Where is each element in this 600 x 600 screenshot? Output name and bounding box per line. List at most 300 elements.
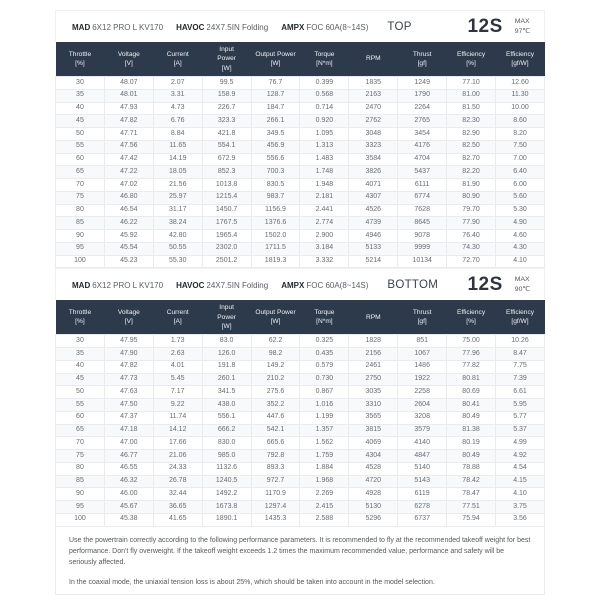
table-cell: 4071 [349, 179, 398, 192]
table-cell: 41.65 [153, 513, 202, 526]
table-cell: 4720 [349, 475, 398, 488]
table-header-top [56, 42, 545, 77]
table-row [56, 153, 545, 166]
table-cell: 2.900 [300, 230, 349, 243]
table-cell: 47.22 [104, 166, 153, 179]
table-cell: 983.7 [251, 191, 300, 204]
table-cell: 2501.2 [202, 255, 251, 268]
table-cell: 1.562 [300, 437, 349, 450]
table-cell: 81.00 [447, 89, 496, 102]
column-header: RPM [349, 300, 398, 335]
table-cell: 2163 [349, 89, 398, 102]
table-cell: 852.3 [202, 166, 251, 179]
table-cell: 1249 [398, 77, 447, 90]
esc-model: FOC 60A(8~14S) [306, 22, 369, 32]
table-cell: 4.01 [153, 360, 202, 373]
motor-brand: MAD [72, 22, 91, 32]
table-cell: 2.181 [300, 191, 349, 204]
table-cell: 438.0 [202, 399, 251, 412]
table-cell: 95 [56, 501, 105, 514]
table-cell: 55.30 [153, 255, 202, 268]
table-cell: 7.50 [496, 140, 545, 153]
table-cell: 4847 [398, 450, 447, 463]
table-cell: 50.55 [153, 242, 202, 255]
table-cell: 48.07 [104, 77, 153, 90]
table-cell: 75 [56, 450, 105, 463]
table-row [56, 89, 545, 102]
table-cell: 0.435 [300, 348, 349, 361]
table-cell: 8.47 [496, 348, 545, 361]
table-cell: 4528 [349, 462, 398, 475]
column-header: Output Power [W] [251, 300, 300, 335]
table-row [56, 437, 545, 450]
table-cell: 1132.6 [202, 462, 251, 475]
table-cell: 10.00 [496, 102, 545, 115]
table-cell: 1890.1 [202, 513, 251, 526]
table-cell: 46.00 [104, 488, 153, 501]
table-cell: 5143 [398, 475, 447, 488]
table-cell: 226.7 [202, 102, 251, 115]
table-cell: 4.60 [496, 230, 545, 243]
table-cell: 77.82 [447, 360, 496, 373]
table-cell: 1922 [398, 373, 447, 386]
table-cell: 78.47 [447, 488, 496, 501]
column-header: RPM [349, 42, 398, 77]
table-row [56, 513, 545, 526]
table-cell: 3815 [349, 424, 398, 437]
table-cell: 74.30 [447, 242, 496, 255]
table-row [56, 140, 545, 153]
table-cell: 46.32 [104, 475, 153, 488]
table-cell: 83.0 [202, 335, 251, 348]
table-cell: 72.70 [447, 255, 496, 268]
table-cell: 5296 [349, 513, 398, 526]
table-cell: 4.10 [496, 255, 545, 268]
table-cell: 554.1 [202, 140, 251, 153]
table-cell: 1.357 [300, 424, 349, 437]
table-cell: 128.7 [251, 89, 300, 102]
table-cell: 3454 [398, 128, 447, 141]
table-cell: 1.73 [153, 335, 202, 348]
table-cell: 2750 [349, 373, 398, 386]
table-cell: 3310 [349, 399, 398, 412]
table-cell: 7.39 [496, 373, 545, 386]
table-cell: 4946 [349, 230, 398, 243]
component-list [72, 279, 438, 291]
table-cell: 4140 [398, 437, 447, 450]
table-cell: 792.8 [251, 450, 300, 463]
table-cell: 323.3 [202, 115, 251, 128]
table-cell: 2258 [398, 386, 447, 399]
table-cell: 1819.3 [251, 255, 300, 268]
table-cell: 275.6 [251, 386, 300, 399]
column-header: Voltage [V] [104, 42, 153, 77]
table-cell: 260.1 [202, 373, 251, 386]
table-row [56, 102, 545, 115]
table-cell: 4.30 [496, 242, 545, 255]
table-cell: 30 [56, 335, 105, 348]
table-cell: 82.90 [447, 128, 496, 141]
top-table-title-bar [55, 10, 545, 42]
table-row [56, 475, 545, 488]
table-cell: 2156 [349, 348, 398, 361]
table-cell: 0.568 [300, 89, 349, 102]
table-cell: 77.51 [447, 501, 496, 514]
table-cell: 1.968 [300, 475, 349, 488]
table-cell: 75.94 [447, 513, 496, 526]
table-row [56, 488, 545, 501]
table-cell: 6737 [398, 513, 447, 526]
table-cell: 47.82 [104, 115, 153, 128]
table-cell: 82.30 [447, 115, 496, 128]
table-cell: 421.8 [202, 128, 251, 141]
table-cell: 4.15 [496, 475, 545, 488]
powertrain-spec-sheet [55, 10, 545, 595]
note-takeoff-weight: Use the powertrain correctly according to the following performance parameters. It is recommended to fly at the recommended takeoff weight for best performance. Don't fly overweight. If the takeoff weight exceeds 1.2 times the maximum recommended value, performance and safety will be seriously affected. [69, 536, 531, 566]
spec-sheet-page [55, 0, 545, 595]
table-cell: 1767.5 [202, 217, 251, 230]
position-label-bottom: BOTTOM [387, 278, 439, 291]
table-cell: 556.6 [251, 153, 300, 166]
table-cell: 77.90 [447, 217, 496, 230]
table-row [56, 360, 545, 373]
table-cell: 81.90 [447, 179, 496, 192]
note-coaxial-loss: In the coaxial mode, the uniaxial tension loss is about 25%, which should be taken into account in the model selection. [69, 579, 435, 587]
table-row [56, 462, 545, 475]
table-row [56, 128, 545, 141]
table-body-bottom [56, 335, 545, 526]
table-cell: 5.30 [496, 204, 545, 217]
table-cell: 7.17 [153, 386, 202, 399]
table-cell: 50 [56, 386, 105, 399]
propeller-name [176, 23, 268, 32]
table-cell: 1790 [398, 89, 447, 102]
table-cell: 1.948 [300, 179, 349, 192]
table-cell: 1170.9 [251, 488, 300, 501]
table-cell: 30 [56, 77, 105, 90]
table-cell: 1.016 [300, 399, 349, 412]
table-cell: 3035 [349, 386, 398, 399]
motor-name [72, 281, 163, 290]
table-row [56, 191, 545, 204]
table-cell: 60 [56, 411, 105, 424]
title-right-group [467, 16, 530, 38]
table-cell: 893.3 [251, 462, 300, 475]
table-cell: 985.0 [202, 450, 251, 463]
esc-model: FOC 60A(8~14S) [306, 280, 369, 290]
table-cell: 1376.6 [251, 217, 300, 230]
table-cell: 1.884 [300, 462, 349, 475]
table-cell: 6774 [398, 191, 447, 204]
table-cell: 0.714 [300, 102, 349, 115]
table-cell: 6.00 [496, 179, 545, 192]
max-label: MAX [514, 275, 530, 283]
motor-name [72, 23, 163, 32]
table-cell: 5130 [349, 501, 398, 514]
table-cell: 4.90 [496, 217, 545, 230]
table-cell: 4739 [349, 217, 398, 230]
table-cell: 2.415 [300, 501, 349, 514]
table-cell: 266.1 [251, 115, 300, 128]
table-cell: 85 [56, 217, 105, 230]
table-cell: 6119 [398, 488, 447, 501]
table-cell: 851 [398, 335, 447, 348]
table-cell: 4.92 [496, 450, 545, 463]
table-cell: 8.84 [153, 128, 202, 141]
table-cell: 2765 [398, 115, 447, 128]
table-cell: 7.75 [496, 360, 545, 373]
motor-model: 6X12 PRO L KV170 [92, 280, 164, 290]
table-cell: 1297.4 [251, 501, 300, 514]
table-cell: 11.74 [153, 411, 202, 424]
table-cell: 5133 [349, 242, 398, 255]
table-cell: 47.82 [104, 360, 153, 373]
table-cell: 8.60 [496, 115, 545, 128]
table-cell: 830.0 [202, 437, 251, 450]
column-header: Efficiency [gf/W] [496, 300, 545, 335]
table-cell: 4176 [398, 140, 447, 153]
esc-name [281, 281, 368, 290]
table-cell: 1965.4 [202, 230, 251, 243]
table-cell: 3.56 [496, 513, 545, 526]
table-cell: 2.774 [300, 217, 349, 230]
column-header: Thrust [gf] [398, 42, 447, 77]
column-header: Voltage [V] [104, 300, 153, 335]
table-cell: 100 [56, 255, 105, 268]
usage-notes [55, 527, 545, 596]
header-row [56, 42, 545, 77]
table-cell: 77.10 [447, 77, 496, 90]
table-cell: 26.78 [153, 475, 202, 488]
table-cell: 47.37 [104, 411, 153, 424]
table-cell: 9999 [398, 242, 447, 255]
table-cell: 21.56 [153, 179, 202, 192]
table-cell: 542.1 [251, 424, 300, 437]
table-cell: 45.54 [104, 242, 153, 255]
table-cell: 6111 [398, 179, 447, 192]
battery-config: 12S [467, 15, 503, 37]
table-cell: 65 [56, 424, 105, 437]
table-cell: 4526 [349, 204, 398, 217]
table-cell: 8645 [398, 217, 447, 230]
column-header: Input Power [W] [202, 300, 251, 335]
table-cell: 76.40 [447, 230, 496, 243]
table-cell: 4304 [349, 450, 398, 463]
table-row [56, 501, 545, 514]
table-cell: 672.9 [202, 153, 251, 166]
table-row [56, 373, 545, 386]
table-cell: 1673.8 [202, 501, 251, 514]
table-cell: 14.12 [153, 424, 202, 437]
propeller-brand: HAVOC [176, 280, 205, 290]
esc-brand: AMPX [281, 280, 305, 290]
table-cell: 4069 [349, 437, 398, 450]
table-cell: 4.99 [496, 437, 545, 450]
max-temp-block [515, 275, 530, 295]
table-cell: 3826 [349, 166, 398, 179]
table-cell: 12.60 [496, 77, 545, 90]
table-cell: 447.6 [251, 411, 300, 424]
table-cell: 2.63 [153, 348, 202, 361]
table-cell: 47.02 [104, 179, 153, 192]
table-cell: 80.19 [447, 437, 496, 450]
column-header: Efficiency [%] [447, 300, 496, 335]
bottom-table-title-bar [55, 268, 545, 300]
table-cell: 3.75 [496, 501, 545, 514]
propeller-name [176, 281, 268, 290]
table-cell: 81.38 [447, 424, 496, 437]
table-row [56, 217, 545, 230]
table-cell: 47.90 [104, 348, 153, 361]
table-cell: 456.9 [251, 140, 300, 153]
table-cell: 65 [56, 166, 105, 179]
table-cell: 45.38 [104, 513, 153, 526]
table-cell: 6.40 [496, 166, 545, 179]
table-cell: 45.92 [104, 230, 153, 243]
table-cell: 2.441 [300, 204, 349, 217]
column-header: Throttle [%] [56, 42, 105, 77]
table-cell: 6278 [398, 501, 447, 514]
column-header: Torque [N*m] [300, 42, 349, 77]
table-cell: 2461 [349, 360, 398, 373]
table-row [56, 411, 545, 424]
table-cell: 8.20 [496, 128, 545, 141]
table-cell: 2264 [398, 102, 447, 115]
position-label-top: TOP [387, 20, 412, 33]
table-cell: 0.325 [300, 335, 349, 348]
table-cell: 7.00 [496, 153, 545, 166]
header-row [56, 300, 545, 335]
table-cell: 99.5 [202, 77, 251, 90]
performance-table-bottom [55, 300, 545, 526]
column-header: Throttle [%] [56, 300, 105, 335]
motor-brand: MAD [72, 280, 91, 290]
max-temp-block [515, 17, 530, 37]
table-cell: 80.81 [447, 373, 496, 386]
table-cell: 665.6 [251, 437, 300, 450]
table-cell: 95 [56, 242, 105, 255]
table-cell: 60 [56, 153, 105, 166]
table-cell: 80.49 [447, 450, 496, 463]
table-cell: 47.93 [104, 102, 153, 115]
table-cell: 24.33 [153, 462, 202, 475]
table-cell: 210.2 [251, 373, 300, 386]
table-cell: 158.9 [202, 89, 251, 102]
table-cell: 1486 [398, 360, 447, 373]
table-cell: 80.69 [447, 386, 496, 399]
table-cell: 1240.5 [202, 475, 251, 488]
table-cell: 4704 [398, 153, 447, 166]
table-row [56, 386, 545, 399]
component-list [72, 21, 412, 33]
table-cell: 1.759 [300, 450, 349, 463]
column-header: Input Power [W] [202, 42, 251, 77]
table-cell: 25.97 [153, 191, 202, 204]
table-cell: 40 [56, 102, 105, 115]
table-cell: 62.2 [251, 335, 300, 348]
table-cell: 2.269 [300, 488, 349, 501]
table-cell: 45 [56, 115, 105, 128]
table-cell: 47.95 [104, 335, 153, 348]
table-cell: 80 [56, 204, 105, 217]
max-temp-value-bottom: 90℃ [514, 285, 530, 293]
table-cell: 75.00 [447, 335, 496, 348]
table-cell: 0.579 [300, 360, 349, 373]
table-row [56, 77, 545, 90]
table-cell: 50 [56, 128, 105, 141]
column-header: Efficiency [%] [447, 42, 496, 77]
table-cell: 1.748 [300, 166, 349, 179]
table-cell: 1.313 [300, 140, 349, 153]
table-cell: 85 [56, 475, 105, 488]
table-header-bottom [56, 300, 545, 335]
column-header: Efficiency [gf/W] [496, 42, 545, 77]
table-cell: 11.30 [496, 89, 545, 102]
table-cell: 2470 [349, 102, 398, 115]
table-cell: 46.54 [104, 204, 153, 217]
performance-table-top [55, 42, 545, 268]
table-cell: 21.06 [153, 450, 202, 463]
table-cell: 3323 [349, 140, 398, 153]
table-cell: 78.88 [447, 462, 496, 475]
table-cell: 10.26 [496, 335, 545, 348]
table-cell: 3.332 [300, 255, 349, 268]
table-row [56, 399, 545, 412]
table-cell: 55 [56, 140, 105, 153]
table-cell: 79.70 [447, 204, 496, 217]
column-header: Thrust [gf] [398, 300, 447, 335]
table-cell: 1156.9 [251, 204, 300, 217]
table-cell: 5.37 [496, 424, 545, 437]
table-cell: 46.77 [104, 450, 153, 463]
table-cell: 47.71 [104, 128, 153, 141]
table-cell: 80 [56, 462, 105, 475]
table-cell: 55 [56, 399, 105, 412]
table-cell: 1711.5 [251, 242, 300, 255]
table-cell: 5.45 [153, 373, 202, 386]
table-cell: 82.70 [447, 153, 496, 166]
table-cell: 1502.0 [251, 230, 300, 243]
table-cell: 1828 [349, 335, 398, 348]
table-cell: 47.63 [104, 386, 153, 399]
table-cell: 45 [56, 373, 105, 386]
table-cell: 45.67 [104, 501, 153, 514]
table-cell: 2302.0 [202, 242, 251, 255]
table-cell: 90 [56, 488, 105, 501]
table-cell: 1067 [398, 348, 447, 361]
table-cell: 149.2 [251, 360, 300, 373]
table-cell: 2604 [398, 399, 447, 412]
table-cell: 5.77 [496, 411, 545, 424]
table-cell: 341.5 [202, 386, 251, 399]
table-row [56, 348, 545, 361]
table-row [56, 230, 545, 243]
table-cell: 45.23 [104, 255, 153, 268]
table-cell: 31.17 [153, 204, 202, 217]
table-cell: 42.80 [153, 230, 202, 243]
table-body-top [56, 77, 545, 268]
table-cell: 82.50 [447, 140, 496, 153]
table-cell: 6.61 [496, 386, 545, 399]
table-cell: 81.50 [447, 102, 496, 115]
battery-config: 12S [467, 273, 503, 295]
table-cell: 40 [56, 360, 105, 373]
table-cell: 5214 [349, 255, 398, 268]
table-cell: 191.8 [202, 360, 251, 373]
table-cell: 46.22 [104, 217, 153, 230]
table-cell: 5140 [398, 462, 447, 475]
table-row [56, 179, 545, 192]
